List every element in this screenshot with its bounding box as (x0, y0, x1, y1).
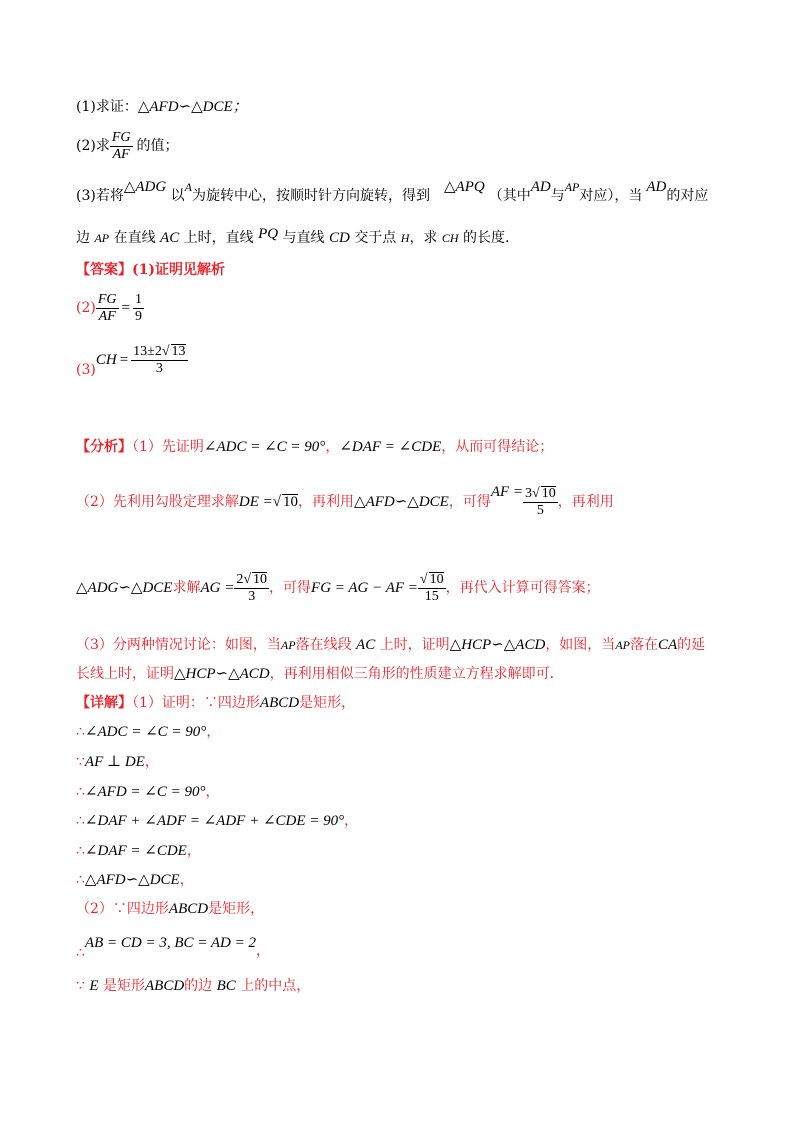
analysis-3: △ADG∽△DCE求解AG = $\frac{2√ 10}{3}$ ，可得FG = AG − AF = $\frac{√ 10}{15}$ ，再代入计算可得答案； (76, 571, 600, 604)
question-3-line-1: (3)若将△ADG 以A为旋转中心，按顺时针方向旋转，得到△APQ（其中AD与AP对应），当AD的对应 (76, 179, 709, 204)
analysis-4: （3）分两种情况讨论：如图，当AP落在线段 AC 上时，证明△HCP∽△ACD，如图，当AP落在CA的延 (76, 637, 706, 653)
fraction: $\frac{FG}{AF}$ (97, 291, 117, 324)
answer-heading: 【答案】(1)证明见解析 (76, 262, 225, 278)
fraction: $\frac{2√ 10}{3}$ (236, 571, 268, 604)
fraction: $\frac{13\pm 2√ 13}{3}$ (133, 343, 186, 376)
detail-7: ∴△AFD∽△DCE， (76, 872, 194, 888)
fraction: $\frac{1}{9}$ (134, 291, 142, 324)
fraction: $\frac{3√ 10}{5}$ (525, 485, 556, 518)
detail-9: ∴AB = CD = 3, BC = AD = 2， (76, 935, 270, 961)
question-1: (1)求证：△AFD∽△DCE； (76, 99, 248, 115)
fraction: $\frac{√ 10}{15}$ (419, 571, 444, 604)
fraction: $\frac{FG}{AF}$ (111, 129, 131, 162)
analysis-2: （2）先利用勾股定理求解DE =√ 10，再利用△AFD∽△DCE，可得AF = $\frac{3√ 10}{5}$ ，再利用 (76, 484, 614, 518)
detail-3: ∵AF ⊥ DE， (76, 754, 159, 770)
detail-4: ∴∠AFD = ∠C = 90°， (76, 784, 220, 800)
detail-2: ∴∠ADC = ∠C = 90°， (76, 724, 221, 740)
math-expr: △AFD∽△DCE； (137, 99, 248, 115)
detail-5: ∴∠DAF + ∠ADF = ∠ADF + ∠CDE = 90°， (76, 813, 359, 829)
analysis-1: 【分析】（1）先证明∠ADC = ∠C = 90°，∠DAF = ∠CDE，从而可得结论； (76, 439, 554, 455)
analysis-5: 长线上时，证明△HCP∽△ACD，再利用相似三角形的性质建立方程求解即可. (76, 666, 555, 682)
detail-1: 【详解】（1）证明：∵四边形ABCD是矩形， (76, 695, 356, 711)
answer-2: (2) $\frac{FG}{AF}$ = $\frac{1}{9}$ (76, 291, 142, 324)
detail-6: ∴∠DAF = ∠CDE， (76, 843, 201, 859)
detail-10: ∵ E 是矩形ABCD的边 BC 上的中点， (76, 978, 311, 994)
detail-8: （2）∵四边形ABCD是矩形， (76, 901, 265, 917)
question-2: (2)求 $\frac{FG}{AF}$ 的值； (76, 129, 179, 162)
question-3-line-2: 边 AP 在直线 AC 上时，直线 PQ 与直线 CD 交于点 H，求 CH 的长度. (76, 226, 510, 246)
answer-3: (3)CH = $\frac{13\pm 2√ 13}{3}$ (76, 343, 186, 378)
